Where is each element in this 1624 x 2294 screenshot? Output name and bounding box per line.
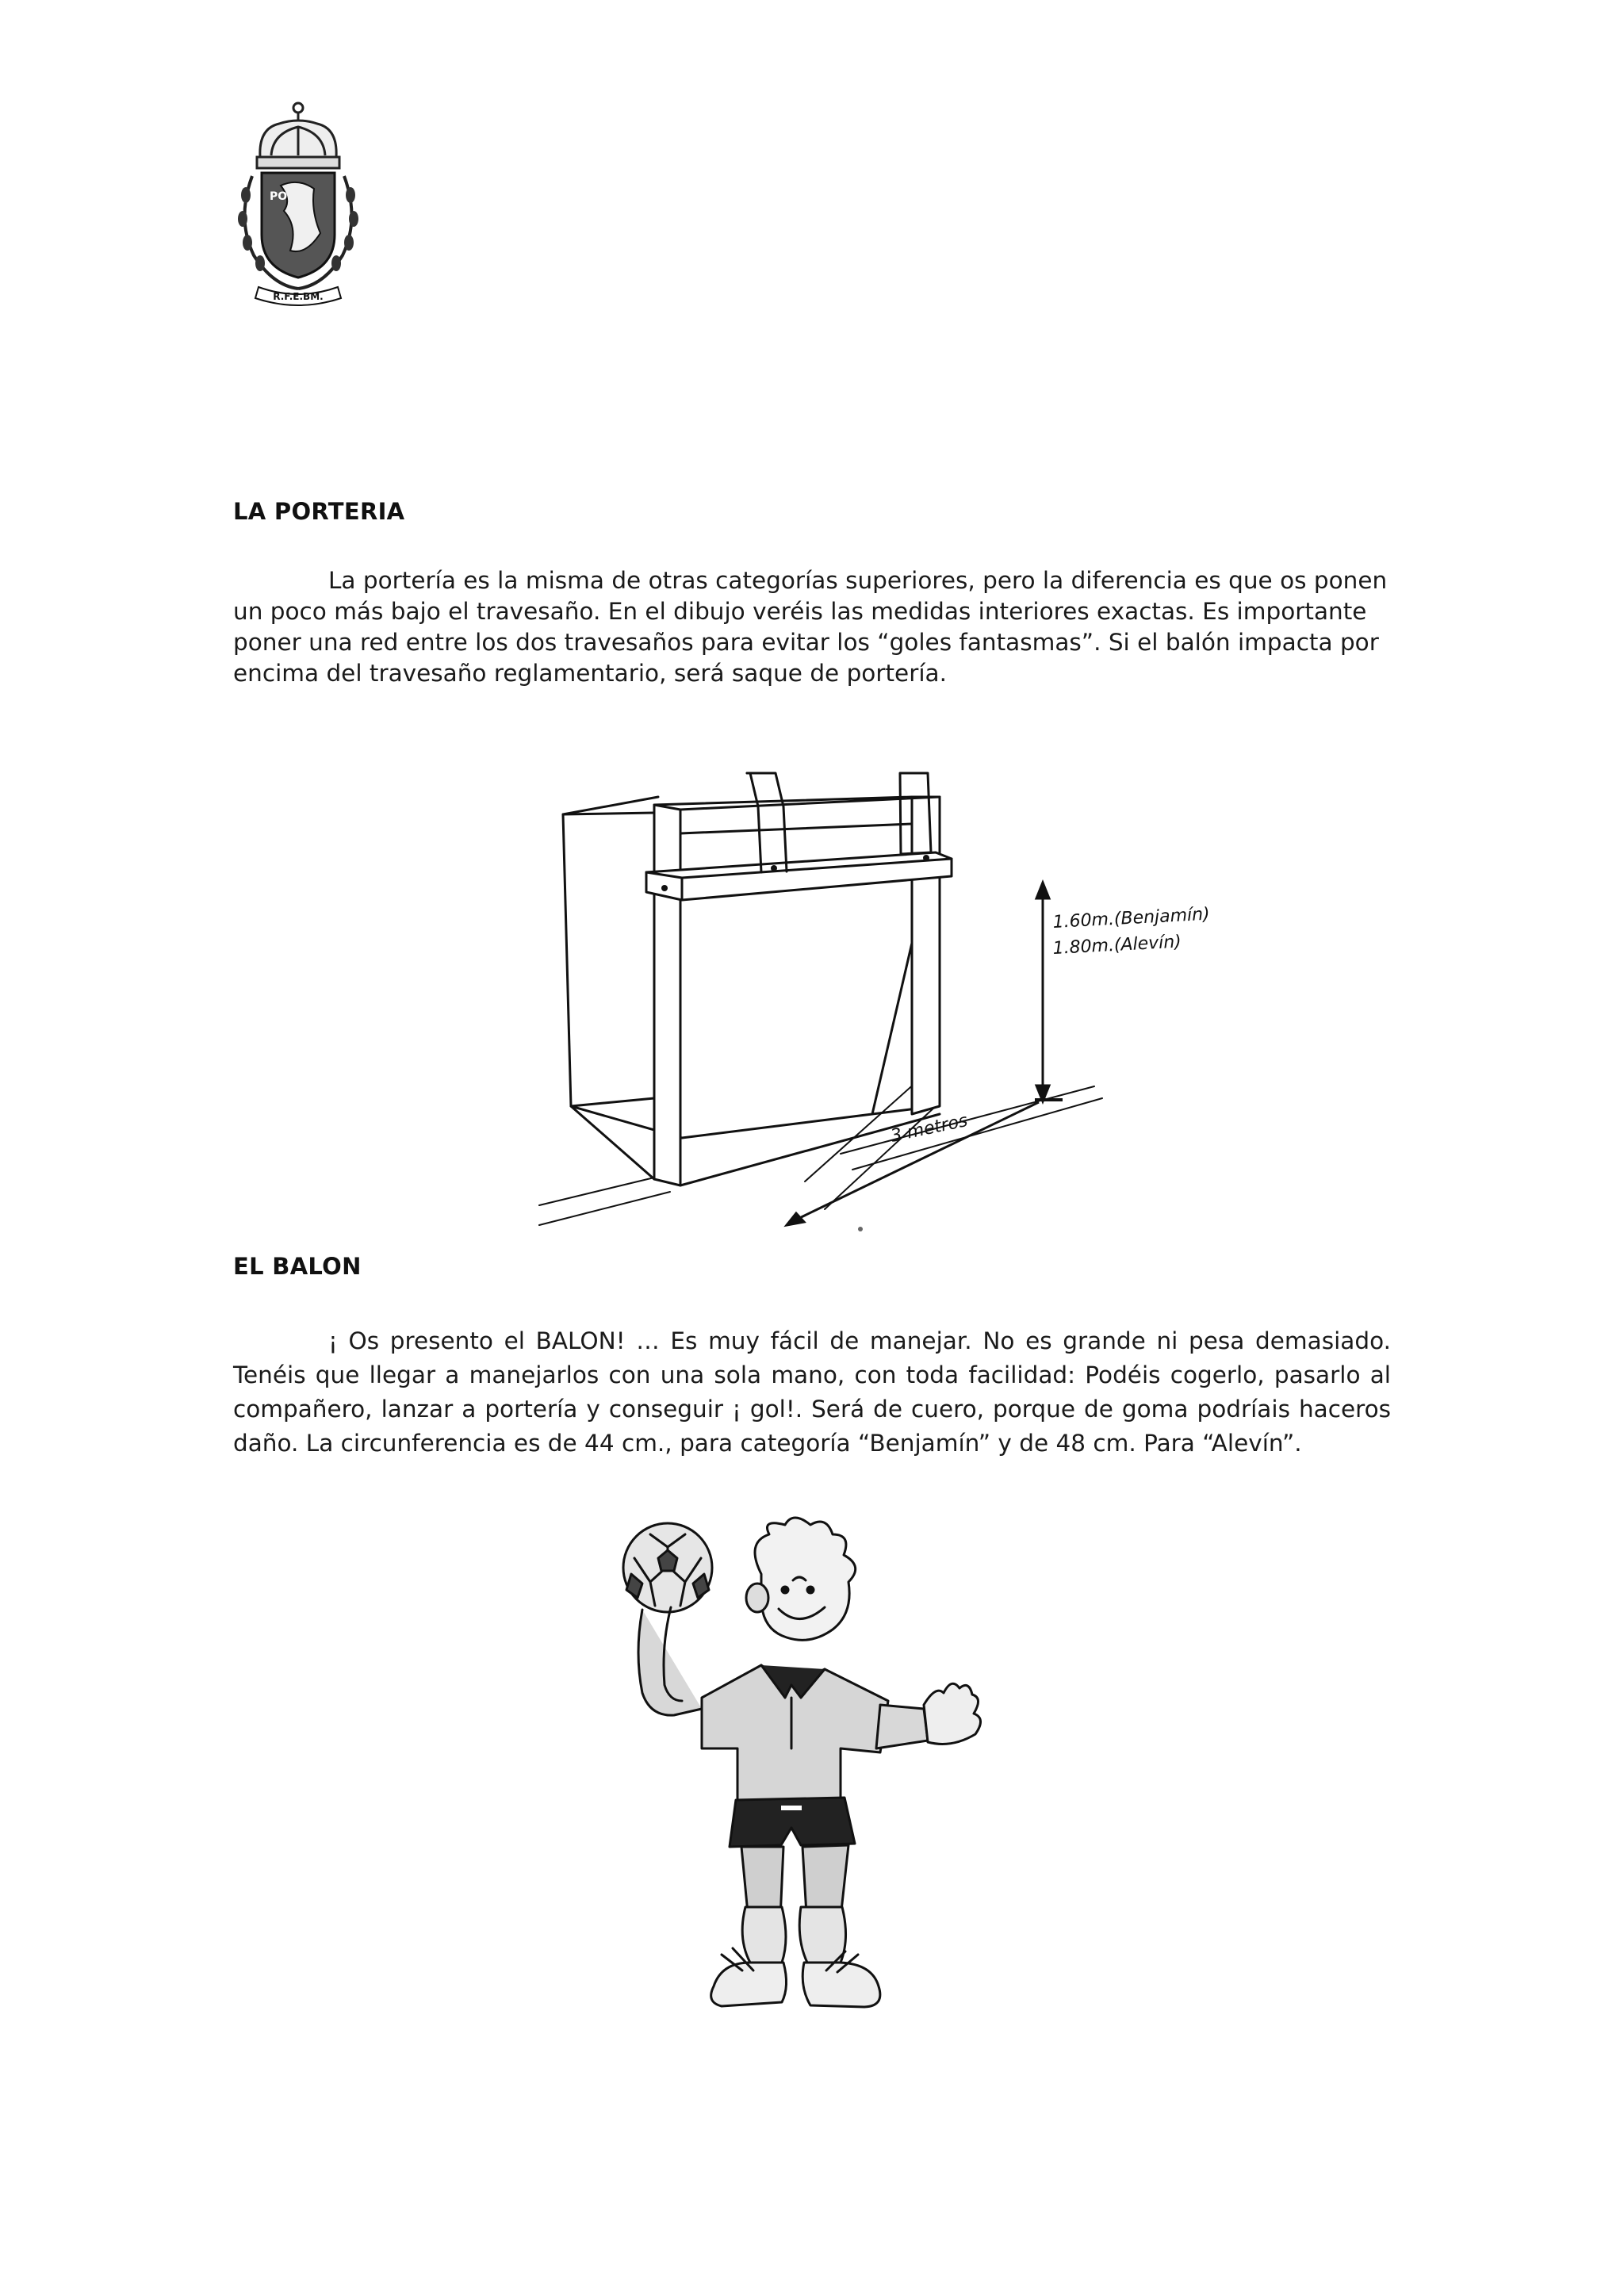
width-label: 3 metros: [889, 1110, 970, 1147]
porteria-paragraph: [233, 565, 1391, 689]
balon-paragraph-text: ¡ Os presento el BALON! … Es muy fácil de manejar. No es grande ni pesa demasiado. Tenéis que llegar a manejarlos con una sola mano, con toda facilidad: Podéis cogerlo, pasarlo al compañero, lanzar a portería y conseguir ¡ gol!. Será de cuero, porque de goma podríais haceros daño. La circunferencia es de 44 cm., para categoría “Benjamín” y de 48 cm. Para “Alevín”.: [233, 1327, 1391, 1457]
federation-crest-icon: [235, 100, 362, 308]
goal-diagram: [492, 773, 1211, 1249]
section-title-balon: EL BALON: [233, 1253, 362, 1280]
svg-text:PO: PO: [270, 190, 288, 203]
porteria-paragraph-text: La portería es la misma de otras categorías superiores, pero la diferencia es que os ponen un poco más bajo el travesaño. En el dibujo veréis las medidas interiores exactas. Es importante poner una red entre los dos travesaños para evitar los “goles fantasmas”. Si el balón impacta por encima del travesaño reglamentario, será saque de portería.: [233, 567, 1388, 687]
height-label-alevin: 1.80m.(Alevín): [1052, 932, 1182, 959]
crest-initials: R.F.E.BM.: [273, 291, 324, 302]
child-with-ball-icon: [603, 1511, 1015, 2018]
section-title-porteria: LA PORTERIA: [233, 498, 405, 525]
balon-paragraph: [233, 1324, 1391, 1461]
height-label-benjamin: 1.60m.(Benjamín): [1052, 904, 1211, 933]
